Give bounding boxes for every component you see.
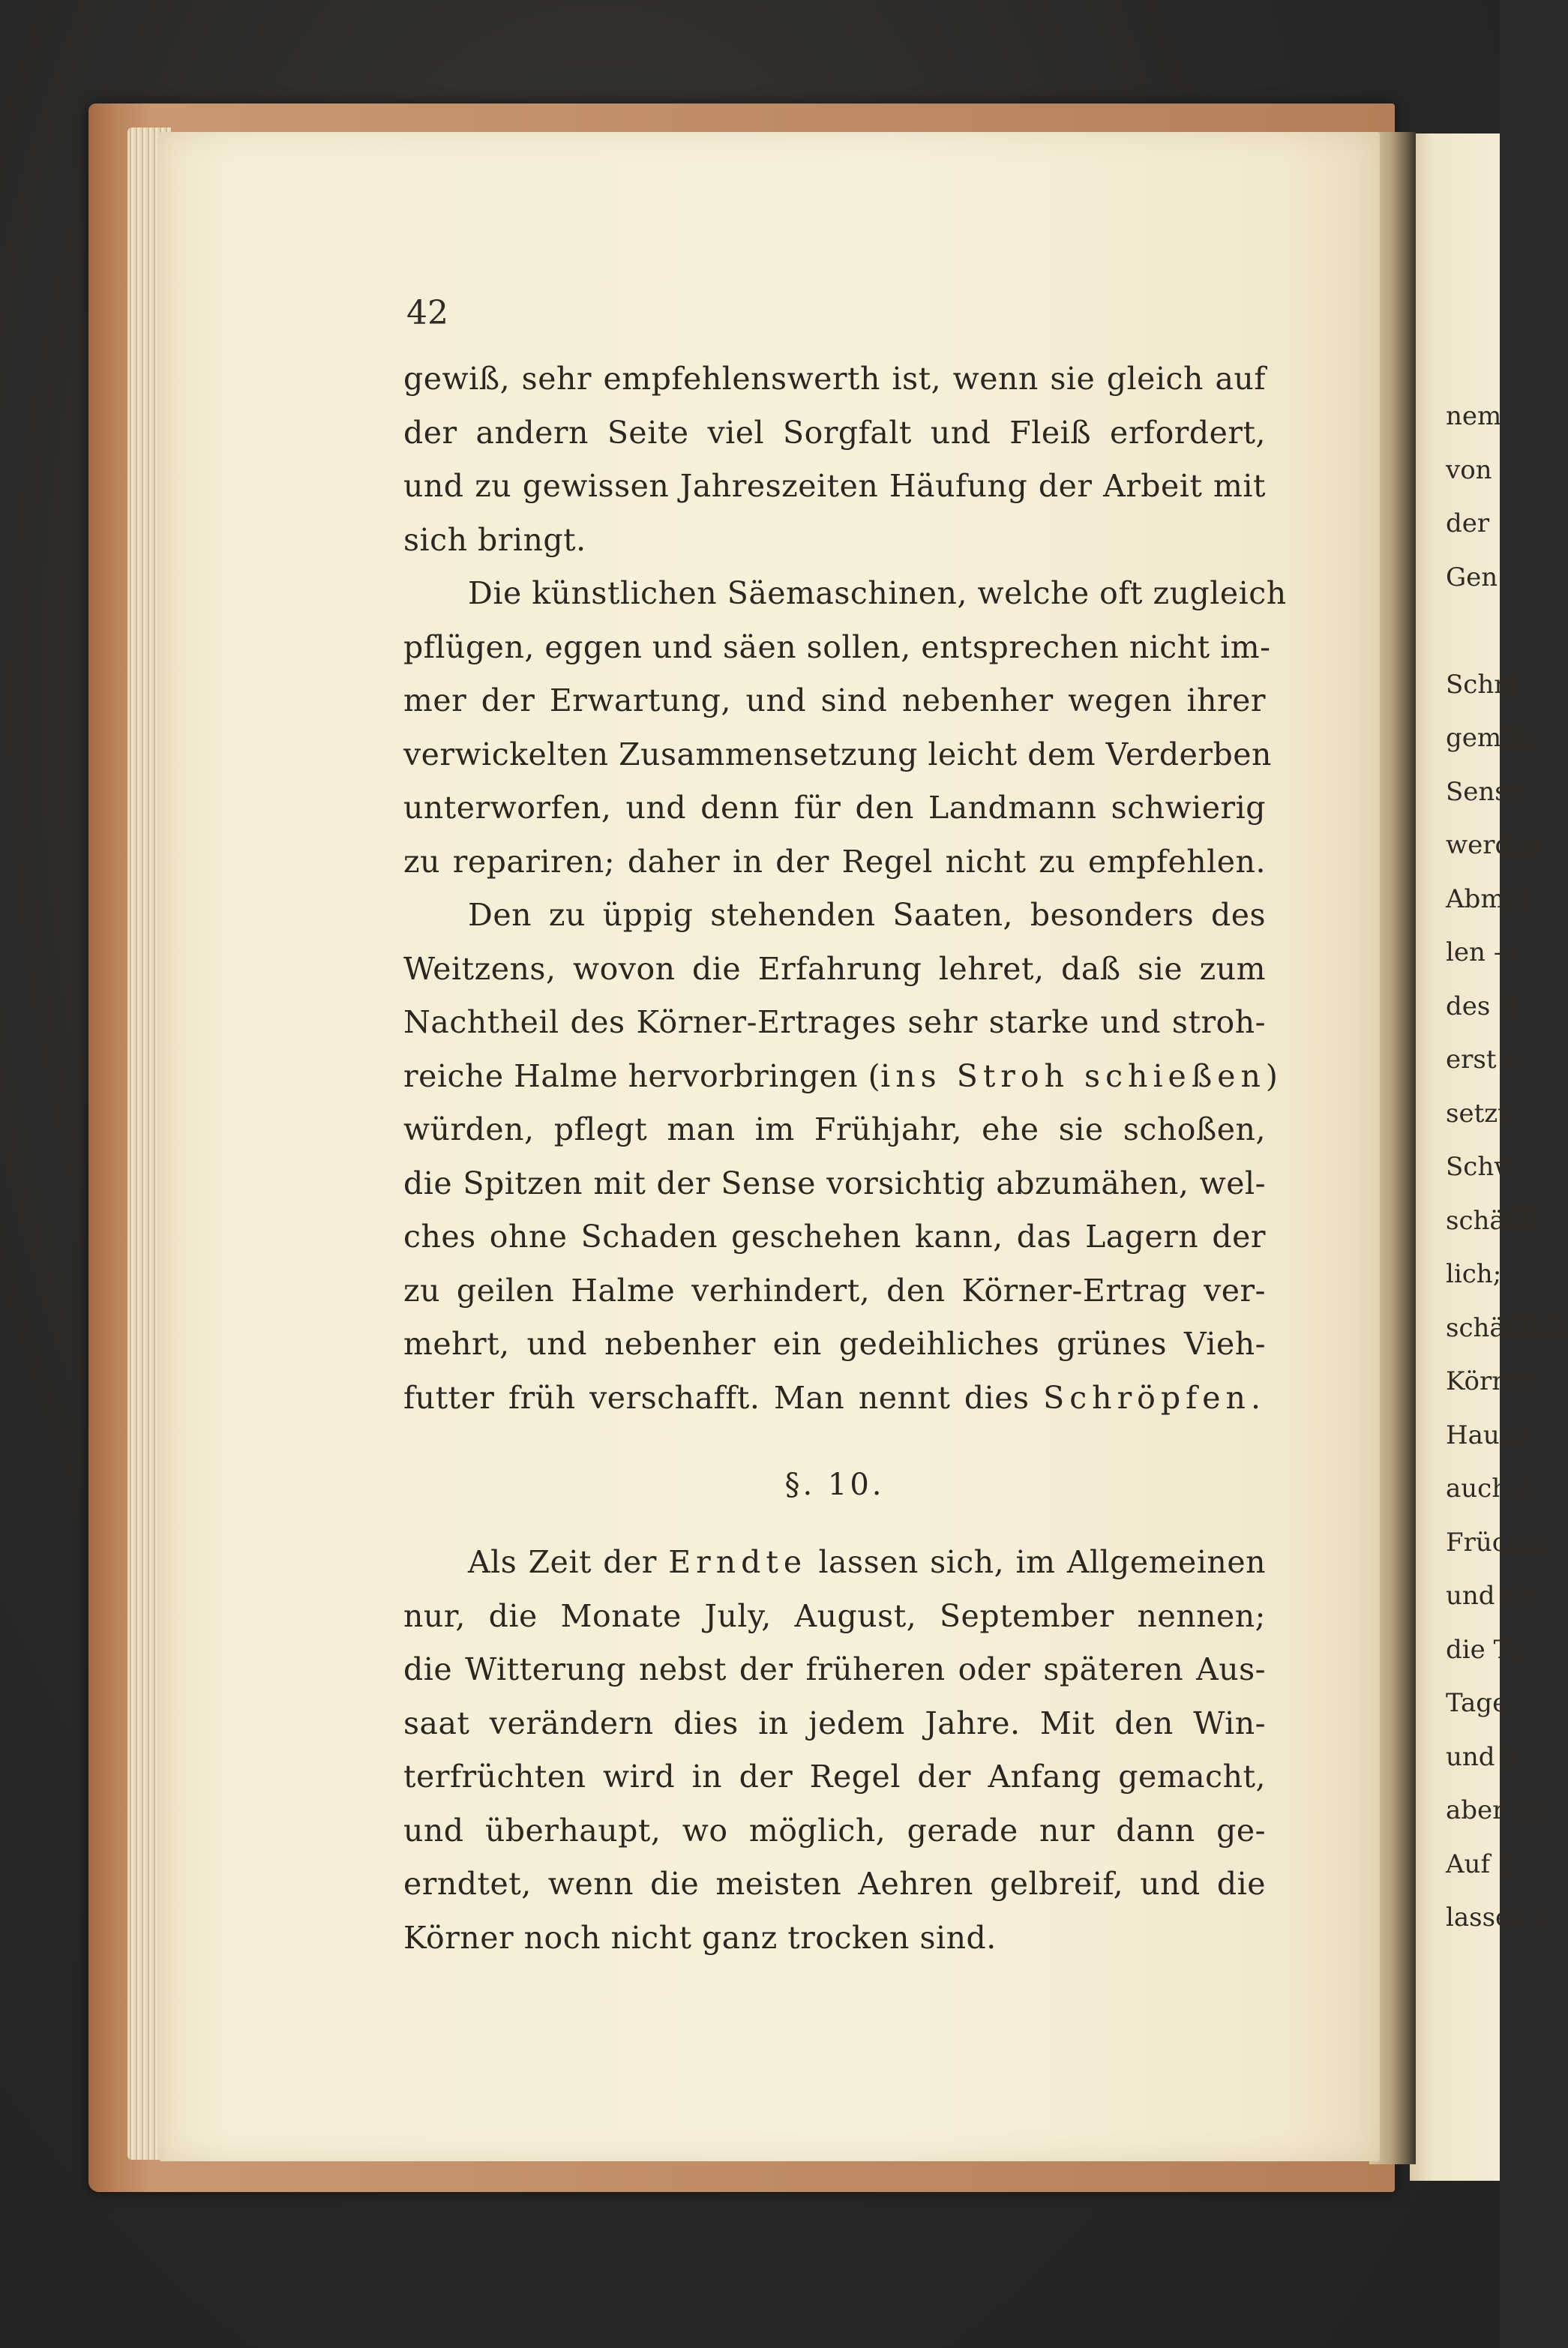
text-segment: reiche Halme hervorbringen ( [403, 1057, 881, 1094]
facing-fragment: Tage [1446, 1688, 1508, 1718]
text-line: mer der Erwartung, und sind nebenher wegen ihrer [403, 682, 1266, 718]
text-line: Die künstlichen Säemaschinen, welche oft zugleich [468, 575, 1287, 611]
facing-fragment: von [1446, 454, 1492, 485]
facing-fragment: erst a [1446, 1045, 1520, 1075]
facing-fragment: Früchte [1446, 1527, 1549, 1558]
text-line: würden, pflegt man im Frühjahr, ehe sie schoßen, [403, 1111, 1266, 1147]
text-line: der andern Seite viel Sorgfalt und Fleiß erfordert, [403, 414, 1266, 451]
text-line: erndtet, wenn die meisten Aehren gelbreif, und die [403, 1866, 1266, 1902]
section-heading: §. 10. [784, 1468, 885, 1502]
text-line: ches ohne Schaden geschehen kann, das Lagern der [403, 1219, 1266, 1255]
text-line: Körner noch nicht ganz trocken sind. [403, 1919, 997, 1956]
text-line: die Spitzen mit der Sense vorsichtig abzumähen, wel- [403, 1165, 1266, 1201]
text-segment: ) [1265, 1057, 1279, 1094]
facing-fragment: Abmäl [1446, 883, 1528, 914]
text-line: pflügen, eggen und säen sollen, entsprechen nicht im- [403, 628, 1271, 665]
facing-fragment: Sense [1446, 776, 1523, 807]
text-line: sich bringt. [403, 521, 586, 558]
facing-fragment: nem [1446, 401, 1502, 431]
facing-fragment: des G [1446, 991, 1519, 1021]
text-segment: lassen sich, im Allgemeinen [807, 1544, 1267, 1580]
facing-fragment: aber nu [1446, 1795, 1546, 1825]
text-line [403, 1050, 1279, 1104]
facing-fragment: Gen [1446, 562, 1498, 592]
facing-fragment: Körner. [1446, 1366, 1541, 1396]
facing-fragment: Auf 3 [1446, 1849, 1515, 1879]
text-line: Den zu üppig stehenden Saaten, besonders des [468, 897, 1266, 933]
spaced-emphasis: ins Stroh schießen [880, 1057, 1266, 1094]
text-line: nur, die Monate July, August, September nennen; [403, 1597, 1266, 1634]
text-line: gewiß, sehr empfehlenswerth ist, wenn sie gleich auf [403, 361, 1266, 397]
facing-fragment: und de [1446, 1581, 1535, 1611]
facing-fragment: Schw [1446, 1152, 1516, 1182]
text-line: und überhaupt, wo möglich, gerade nur dann ge- [403, 1812, 1266, 1849]
text-segment: futter früh verschafft. Man nennt dies [403, 1379, 1044, 1416]
facing-fragment: schädli [1446, 1205, 1538, 1236]
text-line: mehrt, und nebenher ein gedeihliches grünes Vieh- [403, 1326, 1266, 1362]
spaced-emphasis: Erndte [668, 1544, 808, 1580]
facing-fragment: und 3 [1446, 1741, 1519, 1772]
text-line [403, 1536, 1266, 1590]
facing-fragment [1446, 604, 1500, 658]
text-line: Weitzens, wovon die Erfahrung lehret, daß sie zum [403, 950, 1266, 987]
text-line: terfrüchten wird in der Regel der Anfang gemacht, [403, 1759, 1266, 1795]
facing-page-text [1446, 390, 1568, 1945]
page-text [403, 352, 1287, 1965]
text-line: zu geilen Halme verhindert, den Körner-Ertrag ver- [403, 1272, 1266, 1309]
facing-fragment: setzt [1446, 1098, 1508, 1129]
text-line: und zu gewissen Jahreszeiten Häufung der Arbeit mit [403, 468, 1266, 504]
text-line [403, 1372, 1266, 1426]
text-line: Nachtheil des Körner-Ertrages sehr starke und stroh- [403, 1004, 1266, 1040]
facing-fragment: gemäh [1446, 723, 1534, 753]
facing-fragment: lich; [1446, 1259, 1502, 1289]
page-number: 42 [406, 294, 448, 332]
text-line: die Witterung nebst der früheren oder späteren Aus- [403, 1651, 1266, 1687]
facing-fragment: der [1446, 508, 1490, 538]
facing-fragment: lassen s [1446, 1903, 1549, 1933]
text-line: unterworfen, und denn für den Landmann schwierig [403, 790, 1266, 826]
facing-fragment: die Te [1446, 1634, 1524, 1665]
text-line: zu repariren; daher in der Regel nicht zu empfehlen. [403, 843, 1266, 880]
facing-fragment: len — [1446, 937, 1519, 967]
facing-fragment: Schni [1446, 669, 1519, 700]
facing-fragment: schädlich [1446, 1312, 1568, 1343]
facing-fragment: Hause [1446, 1420, 1528, 1450]
text-segment: Als Zeit der [468, 1544, 669, 1580]
facing-fragment: auch d [1446, 1474, 1533, 1504]
text-line: verwickelten Zusammensetzung leicht dem Verderben [403, 736, 1272, 772]
facing-fragment: werden [1446, 830, 1543, 860]
spaced-emphasis: Schröpfen. [1043, 1379, 1266, 1416]
text-line: saat verändern dies in jedem Jahre. Mit den Win- [403, 1705, 1266, 1741]
